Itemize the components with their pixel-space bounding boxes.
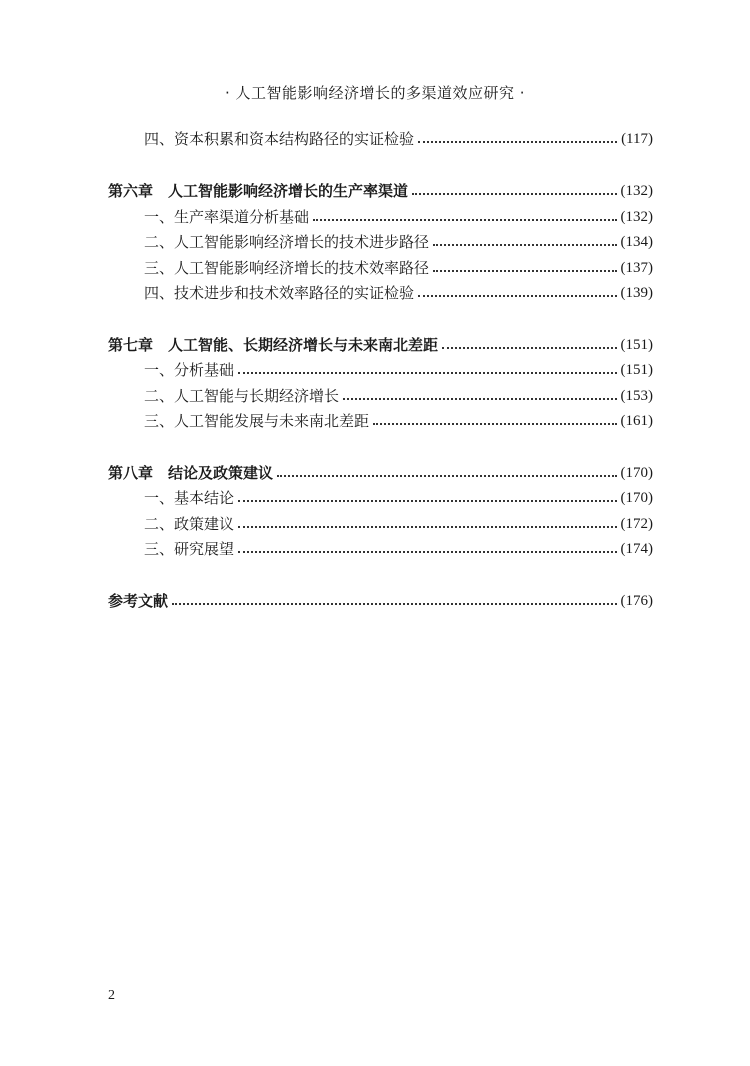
page-number: 2: [108, 988, 115, 1003]
toc-entry-title: 一、生产率渠道分析基础: [144, 208, 310, 226]
toc-entry-title: 第七章 人工智能、长期经济增长与未来南北差距: [108, 336, 439, 354]
toc-entry-title: 第八章 结论及政策建议: [108, 464, 274, 482]
toc-entry-page: (153): [620, 388, 653, 404]
toc-entry-section[interactable]: [144, 406, 653, 430]
toc-entry-references[interactable]: [108, 586, 653, 610]
toc-entry-section[interactable]: [144, 124, 653, 148]
toc-entry-section[interactable]: [144, 202, 653, 226]
toc-entry-page: (132): [620, 183, 653, 199]
dot-leader: [172, 603, 616, 605]
toc-entry-section[interactable]: [144, 355, 653, 379]
toc-entry-section[interactable]: [144, 534, 653, 558]
dot-leader: [313, 219, 616, 221]
toc-entry-title: 一、分析基础: [144, 361, 235, 379]
toc-entry-title: 三、研究展望: [144, 540, 235, 558]
dot-leader: [433, 270, 616, 272]
dot-leader: [238, 526, 616, 528]
toc-entry-chapter[interactable]: [108, 458, 653, 482]
toc-entry-section[interactable]: [144, 381, 653, 405]
toc-entry-title: 一、基本结论: [144, 489, 235, 507]
toc-entry-page: (170): [620, 465, 653, 481]
toc-entry-page: (176): [620, 593, 653, 609]
dot-leader: [412, 193, 616, 195]
dot-leader: [442, 347, 616, 349]
dot-leader: [373, 423, 616, 425]
toc-entry-section[interactable]: [144, 253, 653, 277]
running-header: · 人工智能影响经济增长的多渠道效应研究 ·: [224, 84, 526, 102]
toc-entry-page: (161): [620, 413, 653, 429]
toc-entry-section[interactable]: [144, 509, 653, 533]
toc-entry-page: (132): [620, 209, 653, 225]
toc-entry-page: (134): [620, 234, 653, 250]
toc-entry-section[interactable]: [144, 483, 653, 507]
toc-entry-section[interactable]: [144, 227, 653, 251]
toc-entry-title: 四、技术进步和技术效率路径的实证检验: [144, 284, 415, 302]
toc-entry-title: 二、人工智能影响经济增长的技术进步路径: [144, 233, 430, 251]
toc-entry-title: 三、人工智能影响经济增长的技术效率路径: [144, 259, 430, 277]
dot-leader: [238, 500, 616, 502]
toc-entry-section[interactable]: [144, 278, 653, 302]
dot-leader: [238, 372, 616, 374]
toc-entry-page: (137): [620, 260, 653, 276]
toc-entry-page: (170): [620, 490, 653, 506]
toc-entry-chapter[interactable]: [108, 176, 653, 200]
dot-leader: [343, 398, 616, 400]
toc-entry-title: 第六章 人工智能影响经济增长的生产率渠道: [108, 182, 409, 200]
toc-entry-page: (172): [620, 516, 653, 532]
toc-entry-chapter[interactable]: [108, 330, 653, 354]
dot-leader: [277, 475, 616, 477]
toc-entry-title: 四、资本积累和资本结构路径的实证检验: [144, 130, 415, 148]
toc-entry-title: 参考文献: [108, 592, 169, 610]
toc-entry-title: 二、政策建议: [144, 515, 235, 533]
toc-entry-title: 三、人工智能发展与未来南北差距: [144, 412, 370, 430]
dot-leader: [238, 551, 616, 553]
dot-leader: [433, 244, 616, 246]
toc-entry-title: 二、人工智能与长期经济增长: [144, 387, 340, 405]
toc-entry-page: (174): [620, 541, 653, 557]
dot-leader: [418, 141, 617, 143]
dot-leader: [418, 295, 616, 297]
toc-entry-page: (117): [621, 131, 653, 147]
toc-entry-page: (151): [620, 362, 653, 378]
toc-entry-page: (139): [620, 285, 653, 301]
toc-entry-page: (151): [620, 337, 653, 353]
